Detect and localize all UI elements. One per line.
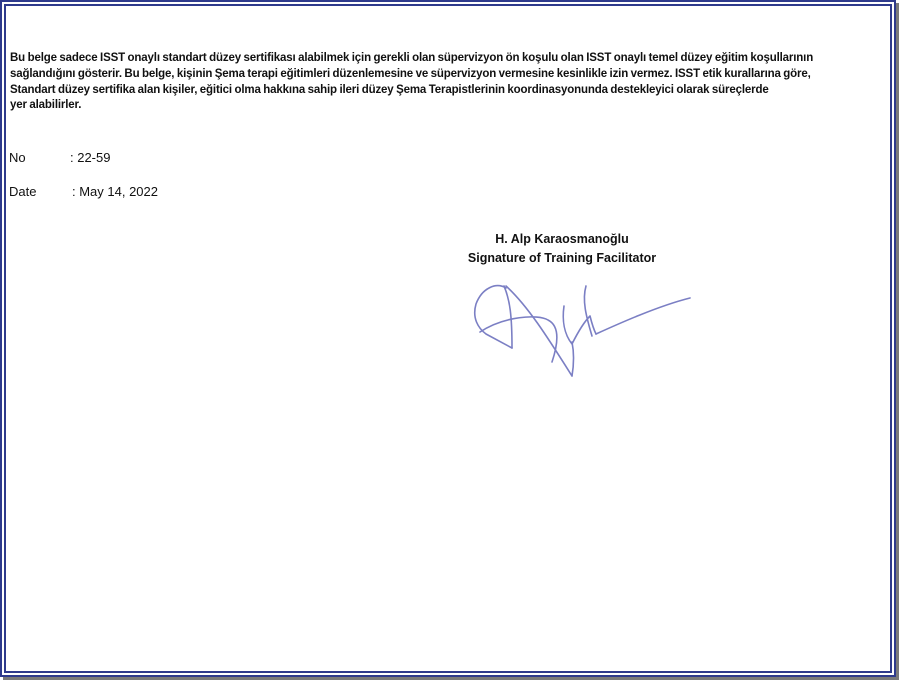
signature-image <box>468 276 698 386</box>
certificate-statement <box>10 51 870 114</box>
statement-line: yer alabilirler. <box>10 99 82 112</box>
signature-stroke <box>572 342 574 376</box>
certificate-date-label: Date <box>9 184 37 199</box>
statement-line: Bu belge sadece ISST onaylı standart düzey sertifikası alabilmek için gerekli olan süpervizyon ön koşulu olan ISST onaylı temel düzey eğitim koşullarının <box>10 52 814 64</box>
signature-stroke <box>563 306 596 344</box>
signature-stroke <box>596 298 690 334</box>
facilitator-role: Signature of Training Facilitator <box>467 251 657 265</box>
signature-stroke <box>504 286 512 348</box>
facilitator-name: H. Alp Karaosmanoğlu <box>495 232 629 246</box>
statement-line: Standart düzey sertifika alan kişiler, eğitici olma hakkına sahip ileri düzey Şema Terapistlerinin koordinasyonunda destekleyici olarak süreçlerde <box>10 83 769 96</box>
signature-stroke <box>480 317 557 362</box>
certificate-number-label: No <box>9 150 26 165</box>
certificate-date-value: : May 14, 2022 <box>72 184 158 199</box>
statement-line: sağlandığını gösterir. Bu belge, kişinin Şema terapi eğitimleri düzenlemesine ve süpervizyon vermesine kesinlikle izin vermez. ISST etik kurallarına göre, <box>10 67 811 80</box>
signature-stroke <box>584 286 592 336</box>
signature-stroke <box>506 286 572 376</box>
certificate-number-value: : 22-59 <box>70 150 111 165</box>
